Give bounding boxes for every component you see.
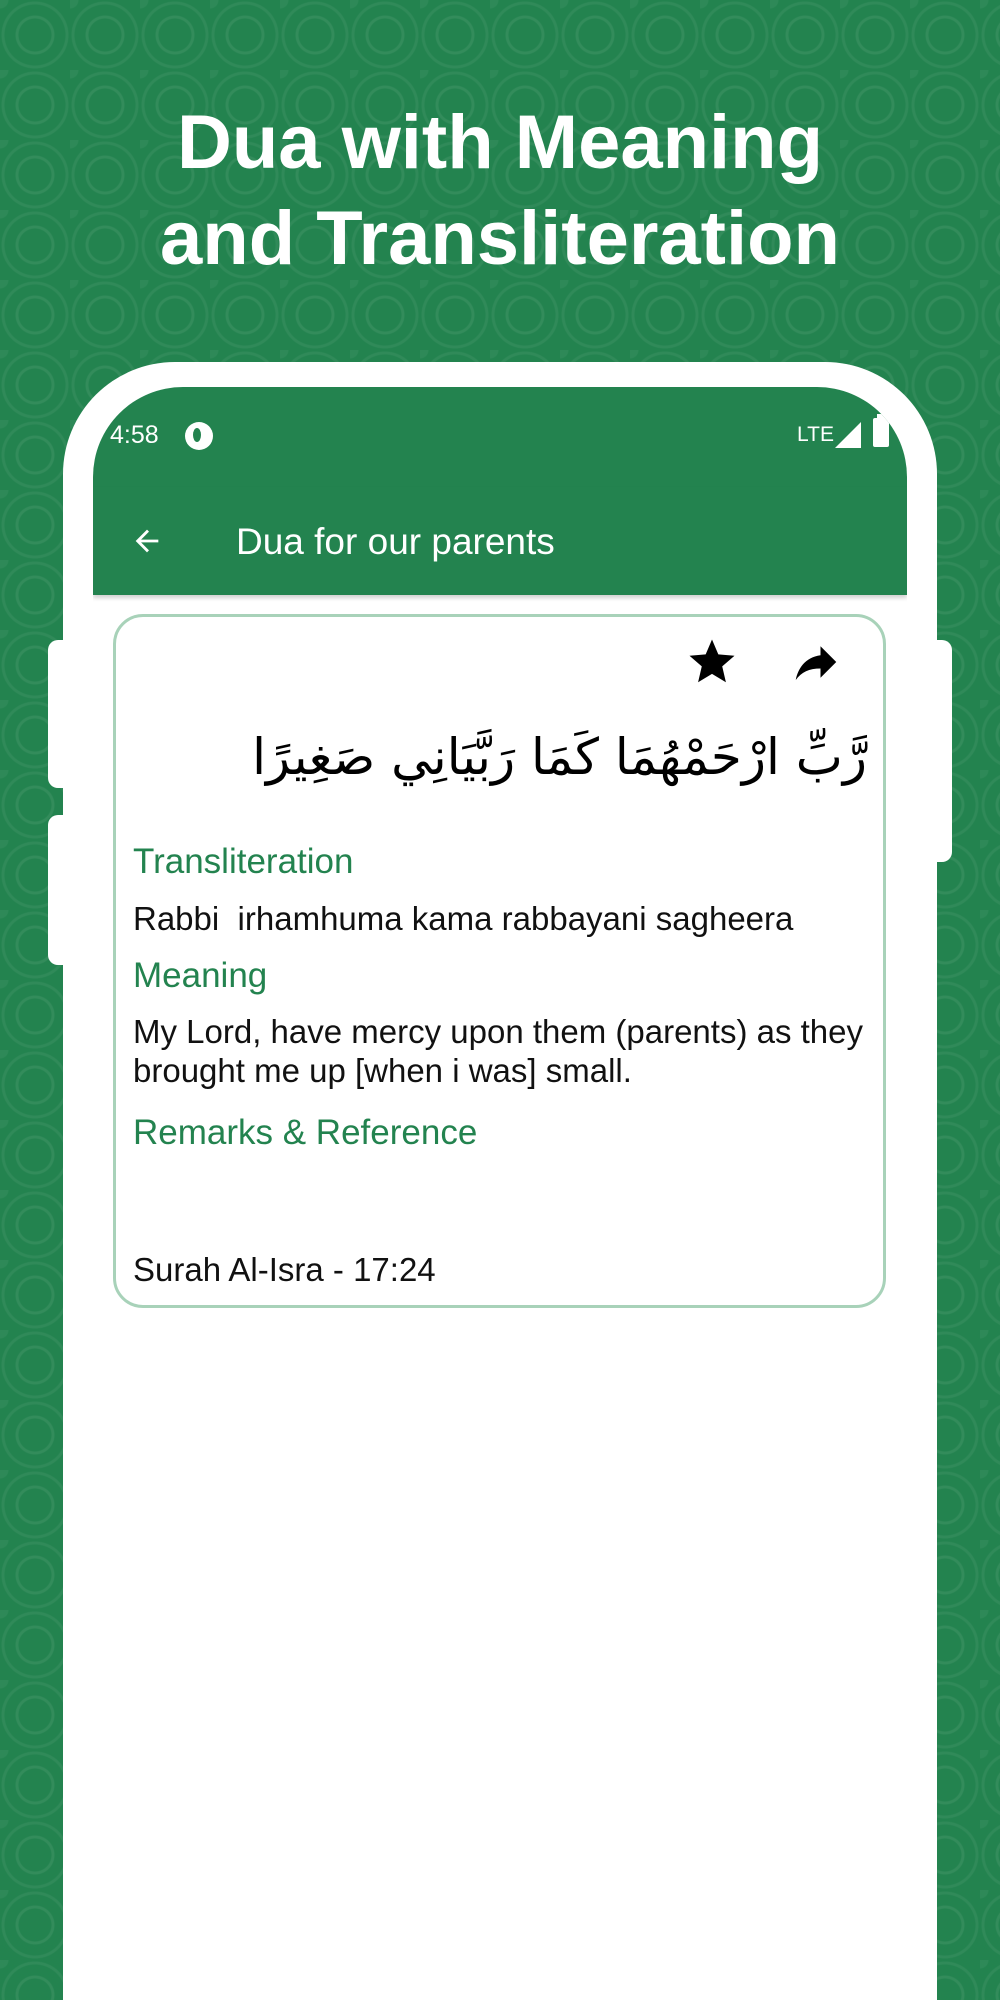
signal-icon [835,422,861,448]
promo-headline [0,95,1000,287]
reference-text: Surah Al-Isra - 17:24 [133,1251,436,1288]
meaning-text: My Lord, have mercy upon them (parents) as they brought me up [when i was] small. [133,1013,863,1089]
status-time: 4:58 [110,421,159,449]
promo-headline-line1: Dua with Meaning [177,100,823,185]
star-icon [685,635,739,689]
transliteration-heading: Transliteration [133,842,354,881]
notification-app-icon [185,422,213,450]
status-bar [93,387,907,487]
arrow-left-icon [130,524,164,558]
share-icon [789,635,843,689]
card-actions [681,631,847,693]
phone-screen [93,387,907,2000]
page-title: Dua for our parents [236,521,555,562]
app-bar [93,487,907,595]
share-button[interactable] [785,631,847,693]
promo-headline-line2: and Transliteration [160,196,840,281]
meaning-heading: Meaning [133,956,268,995]
network-type: LTE [797,423,834,446]
dua-card [113,614,886,1308]
remarks-heading: Remarks & Reference [133,1113,478,1152]
favorite-button[interactable] [681,631,743,693]
dua-arabic-text: رَّبِّ ارْحَمْهُمَا كَمَا رَبَّيَانِي صَغِيرًا [252,728,867,786]
battery-icon [873,418,889,447]
transliteration-text: Rabbi irhamhuma kama rabbayani sagheera [133,900,794,937]
back-button[interactable] [123,517,171,565]
